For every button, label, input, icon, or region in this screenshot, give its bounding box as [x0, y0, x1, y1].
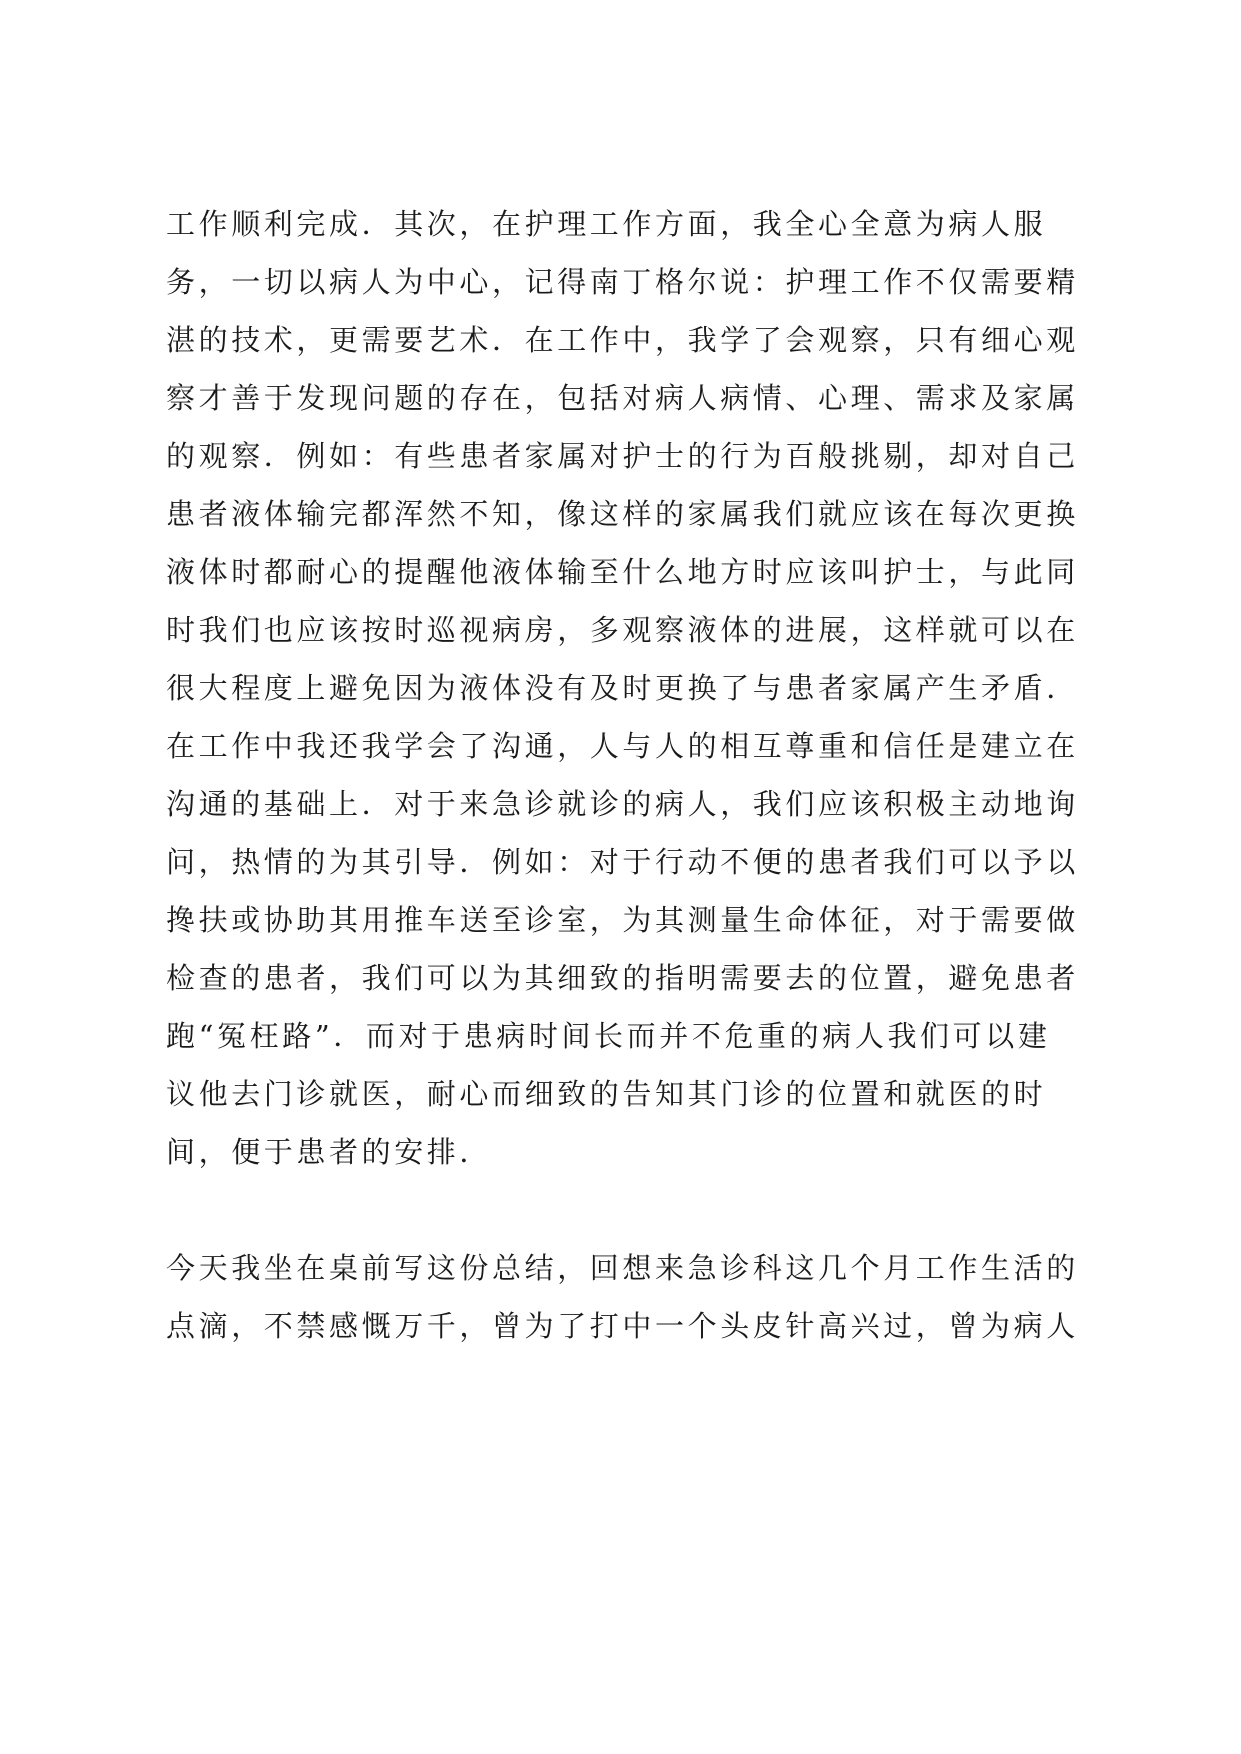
paragraph-2-line-2: 点滴，不禁感慨万千，曾为了打中一个头皮针高兴过，曾为病人 [166, 1309, 1079, 1343]
paragraph-1-line-8: 时我们也应该按时巡视病房，多观察液体的进展，这样就可以在 [166, 613, 1079, 647]
paragraph-1-line-14: 检查的患者，我们可以为其细致的指明需要去的位置，避免患者 [166, 961, 1079, 995]
paragraph-1-line-10: 在工作中我还我学会了沟通，人与人的相互尊重和信任是建立在 [166, 729, 1079, 763]
paragraph-1-line-1: 工作顺利完成．其次，在护理工作方面，我全心全意为病人服 [166, 207, 1047, 241]
paragraph-1-line-2: 务，一切以病人为中心，记得南丁格尔说：护理工作不仅需要精 [166, 265, 1079, 299]
paragraph-1-line-6: 患者液体输完都浑然不知，像这样的家属我们就应该在每次更换 [166, 497, 1079, 531]
paragraph-1-line-15: 跑“冤枉路”．而对于患病时间长而并不危重的病人我们可以建 [166, 1019, 1051, 1053]
paragraph-2-line-1: 今天我坐在桌前写这份总结，回想来急诊科这几个月工作生活的 [166, 1251, 1079, 1285]
paragraph-1-line-5: 的观察．例如：有些患者家属对护士的行为百般挑剔，却对自己 [166, 439, 1079, 473]
paragraph-1-line-12: 问，热情的为其引导．例如：对于行动不便的患者我们可以予以 [166, 845, 1079, 879]
paragraph-1-line-13: 搀扶或协助其用推车送至诊室，为其测量生命体征，对于需要做 [166, 903, 1079, 937]
paragraph-1-line-4: 察才善于发现问题的存在，包括对病人病情、心理、需求及家属 [166, 381, 1079, 415]
paragraph-1-line-17: 间，便于患者的安排． [166, 1135, 493, 1169]
paragraph-1-line-11: 沟通的基础上．对于来急诊就诊的病人，我们应该积极主动地询 [166, 787, 1079, 821]
paragraph-1-line-9: 很大程度上避免因为液体没有及时更换了与患者家属产生矛盾． [166, 671, 1079, 705]
paragraph-1-line-16: 议他去门诊就医，耐心而细致的告知其门诊的位置和就医的时 [166, 1077, 1047, 1111]
paragraph-1-line-3: 湛的技术，更需要艺术．在工作中，我学了会观察，只有细心观 [166, 323, 1079, 357]
paragraph-1-line-7: 液体时都耐心的提醒他液体输至什么地方时应该叫护士，与此同 [166, 555, 1079, 589]
